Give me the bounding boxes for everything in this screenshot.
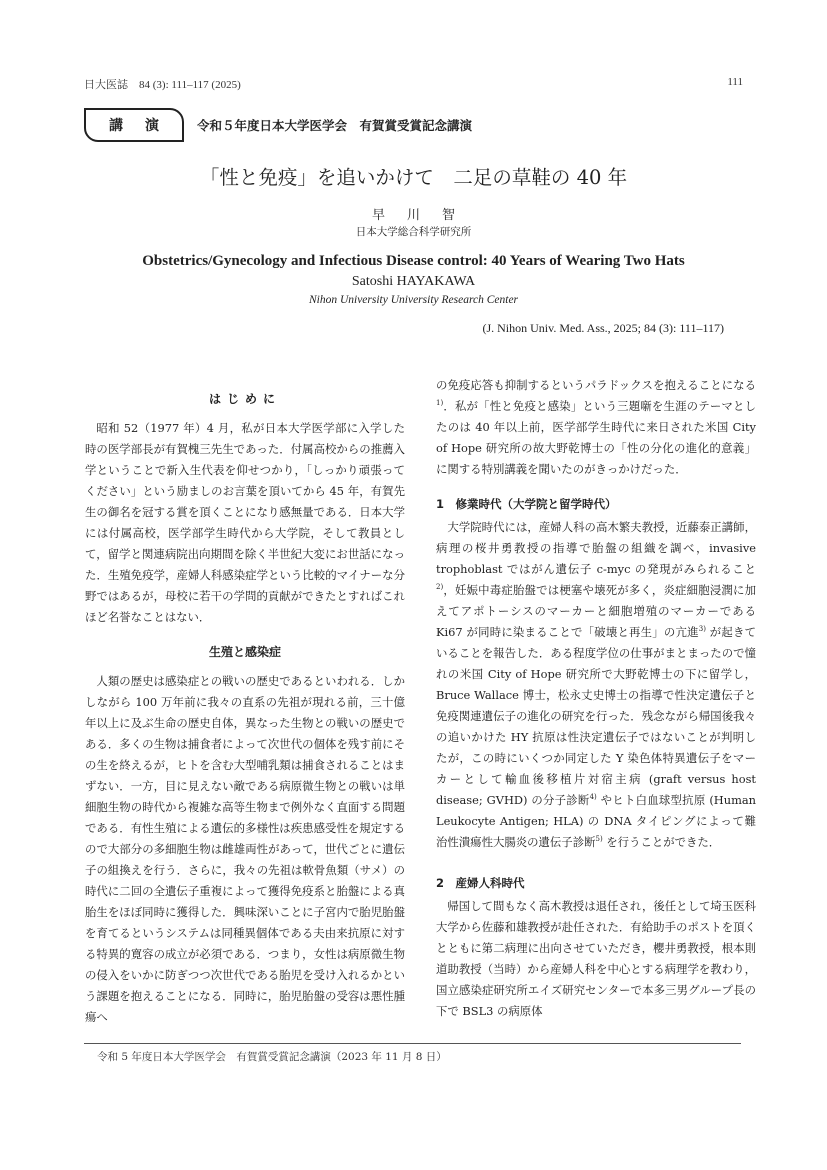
affiliation-english: Nihon University University Research Center	[308, 294, 519, 306]
paragraph: 帰国して間もなく高木教授は退任され，後任として埼玉医科大学から佐藤和雄教授が赴任された．有給助手のポストを頂くとともに第二病理に出向させていただき，櫻井勇教授，根本則道助教授（当時）から産婦人科を中心とする病理学を教わり，国立感染症研究所エイズ研究センターで本多三男グループ長の下で BSL3 の病原体	[436, 899, 756, 1018]
reference-mark: 5)	[595, 835, 603, 844]
running-head: 日大医誌 84 (3): 111–117 (2025)	[84, 79, 241, 91]
paragraph-continued	[436, 375, 756, 480]
footer-divider	[84, 1043, 741, 1044]
footer-note: 令和 5 年度日本大学医学会 有賀賞受賞記念講演（2023 年 11 月 8 日）	[97, 1051, 447, 1063]
title-english: Obstetrics/Gynecology and Infectious Disease control: 40 Years of Wearing Two Hats	[142, 253, 685, 269]
section-heading-introduction: はじめに	[208, 392, 281, 406]
page-number: 111	[727, 76, 743, 88]
section-heading-training-years: 1 修業時代（大学院と留学時代）	[436, 497, 617, 511]
text: を行うことができた．	[602, 835, 721, 849]
text: 大学院時代には，産婦人科の高木繁夫教授，近藤泰正講師，病理の桜井勇教授の指導で胎盤の組織を調べ，invasive trophoblast ではがん遺伝子 c-myc の発現がみられること	[436, 520, 756, 576]
reference-mark: 1)	[436, 399, 444, 408]
text: の免疫応答も抑制するというパラドックスを抱えることになる	[436, 378, 756, 392]
reference-mark: 4)	[589, 793, 597, 802]
reference-mark: 3)	[698, 625, 706, 634]
lecture-badge: 講演	[84, 108, 184, 142]
paragraph: 人類の歴史は感染症との戦いの歴史であるといわれる．しかしながら 100 万年前に我々の直系の先祖が現れる前，三十億年以上に及ぶ生命の歴史自体，異なった生物との戦いの歴史である．多くの生物は捕食者によって次世代の個体を残す前にその生を終えるが，ヒトを含む大型哺乳類は捕食されることはまずない．一方，目に見えない敵である病原微生物との戦いは単細胞生物の時代から複雑な高等生物まで例外なく直面する問題である．有性生殖による遺伝的多様性は疾患感受性を規定するので大部分の多細胞生物は雌雄両性があって，世代ごとに遺伝子の組換えを行う．さらに，我々の先祖は軟骨魚類（サメ）の時代に二回の全遺伝子重複によって獲得免疫系と胎盤による真胎生をほぼ同時に獲得した．興味深いことに子宮内で胎児胎盤を育てるというシステムは同種異個体である夫由来抗原に対する特異的寛容の成立が必須である．つまり，女性は病原微生物の侵入をいかに防ぎつつ次世代である胎児を受け入れるかという課題を抱えることになる．同時に，胎児胎盤の受容は悪性腫瘍へ	[85, 674, 405, 1024]
text: やヒト白血球型抗原 (Human Leukocyte Antigen; HLA) の DNA タイピングによって難治性潰瘍性大腸炎の遺伝子診断	[436, 793, 756, 849]
affiliation-japanese: 日本大学総合科学研究所	[355, 226, 472, 238]
paragraph	[436, 517, 756, 853]
text: ，妊娠中毒症胎盤では梗塞や壊死が多く，炎症細胞浸潤に加えてアポトーシスのマーカーと細胞増殖のマーカーである Ki67 が同時に染まることで「破壊と再生」の亢進	[436, 583, 756, 639]
lecture-title: 令和５年度日本大学医学会 有賀賞受賞記念講演	[197, 118, 473, 133]
text: ．私が「性と免疫と感染」という三題噺を生涯のテーマとしたのは 40 年以上前，医学部学生時代に来日された米国 City of Hope 研究所の故大野乾博士の「性の分化の進化的意義」に関する特別講義を聞いたのがきっかけだった．	[436, 399, 756, 476]
title-japanese: 「性と免疫」を追いかけて 二足の草鞋の 40 年	[199, 166, 628, 189]
author-japanese: 早川智	[371, 208, 477, 223]
paragraph: 昭和 52（1977 年）4 月，私が日本大学医学部に入学した時の医学部長が有賀槐三先生であった．付属高校からの推薦入学ということで新入生代表を仰せつかり，「しっかり頑張ってください」という励ましのお言葉を頂いてから 45 年，有賀先生の御名を冠する賞を頂くことになり感無量である．日本大学には付属高校，医学部学生時代から大学院，そして教員として，留学と関連病院出向期間を除く半世紀大変にお世話になった．生殖免疫学，産婦人科感染症学という比較的マイナーな分野ではあるが，母校に若干の学問的貢献ができたとすればこれほど名誉なことはない．	[85, 421, 405, 624]
section-heading-reproduction-infection: 生殖と感染症	[208, 645, 281, 659]
section-heading-obgyn-years: 2 産婦人科時代	[436, 876, 525, 890]
right-column	[436, 375, 756, 1022]
author-english: Satoshi HAYAKAWA	[351, 274, 476, 289]
text: が起きていることを報告した．ある程度学位の仕事がまとまったので憧れの米国 City of Hope 研究所で大野乾博士の下に留学し，Bruce Wallace 博士，松永丈史博士の指導で性決定遺伝子と免疫関連遺伝子の進化の研究を行った．残念ながら帰国後我々の追いかけた HY 抗原は性決定遺伝子ではないことが判明したが，この時にいくつか同定した Y 染色体特異遺伝子をマーカーとして輸血後移植片対宿主病 (graft versus host disease; GVHD) の分子診断	[436, 625, 756, 807]
reference-mark: 2)	[436, 583, 444, 592]
left-column	[85, 385, 405, 1028]
citation: (J. Nihon Univ. Med. Ass., 2025; 84 (3): 111–117)	[482, 321, 724, 335]
